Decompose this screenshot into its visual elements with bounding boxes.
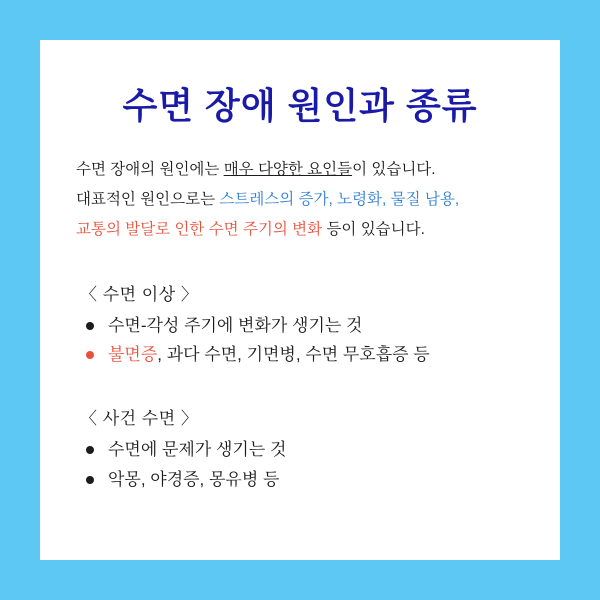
bullet-dot-icon <box>86 351 94 359</box>
list-item <box>84 435 524 465</box>
paragraph-line1-underlined: 매우 다양한 요인들 <box>223 161 353 178</box>
paragraph-line1-prefix: 수면 장애의 원인에는 <box>76 161 224 178</box>
section-bullet-list <box>76 435 524 495</box>
info-card <box>40 40 560 560</box>
list-item <box>84 340 524 370</box>
paragraph-line3-suffix: 등이 있습니다. <box>322 221 425 239</box>
bullet-dot-icon <box>86 322 94 330</box>
section-heading: 〈 사건 수면 〉 <box>80 409 199 429</box>
intro-paragraph <box>76 155 524 246</box>
list-item-text: , 과다 수면, 기면병, 수면 무호흡증 등 <box>157 345 430 365</box>
section-sleep-abnormality <box>76 280 524 371</box>
paragraph-line3-highlight: 교통의 발달로 인한 수면 주기의 변화 <box>76 221 323 239</box>
section-bullet-list <box>76 311 524 371</box>
paragraph-line2-prefix: 대표적인 원인으로는 <box>76 191 220 209</box>
paragraph-line1-suffix: 이 있습니다. <box>352 161 436 178</box>
list-item-text: 악몽, 야경증, 몽유병 등 <box>108 469 280 489</box>
list-item <box>84 465 524 495</box>
section-parasomnia <box>76 404 524 495</box>
section-heading: 〈 수면 이상 〉 <box>80 284 199 304</box>
paragraph-line2-highlight: 스트레스의 증가, 노령화, 물질 남용, <box>219 191 460 209</box>
list-item <box>84 311 524 341</box>
list-item-text: 수면에 문제가 생기는 것 <box>108 440 287 460</box>
list-item-text: 수면-각성 주기에 변화가 생기는 것 <box>108 315 363 335</box>
bullet-dot-icon <box>86 446 94 454</box>
page-title: 수면 장애 원인과 종류 <box>122 85 478 126</box>
bullet-dot-icon <box>86 476 94 484</box>
list-item-highlight: 불면증 <box>108 345 158 365</box>
